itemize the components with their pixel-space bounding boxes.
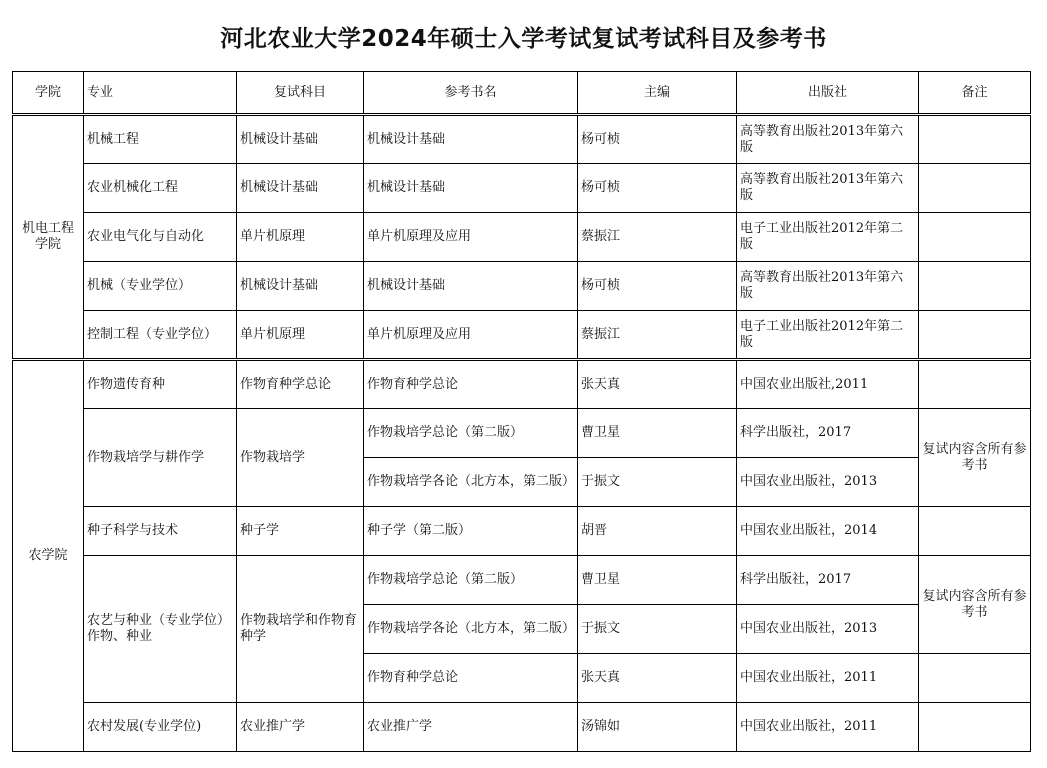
editor-cell: 张天真 (578, 654, 737, 703)
editor-cell: 胡晋 (578, 507, 737, 556)
book-cell: 作物育种学总论 (364, 654, 578, 703)
publisher-cell: 中国农业出版社,2011 (737, 360, 919, 409)
subject-cell: 种子学 (237, 507, 364, 556)
publisher-cell: 科学出版社，2017 (737, 556, 919, 605)
editor-cell: 杨可桢 (578, 262, 737, 311)
subject-cell: 机械设计基础 (237, 262, 364, 311)
publisher-cell: 高等教育出版社2013年第六版 (737, 262, 919, 311)
table-row (13, 262, 1031, 311)
page-title: 河北农业大学2024年硕士入学考试复试考试科目及参考书 (220, 26, 827, 52)
editor-cell: 曹卫星 (578, 556, 737, 605)
table-row (13, 507, 1031, 556)
header-editor: 主编 (578, 72, 737, 115)
editor-cell: 汤锦如 (578, 703, 737, 752)
major-cell: 农艺与种业（专业学位）作物、种业 (84, 556, 237, 703)
editor-cell: 张天真 (578, 360, 737, 409)
remark-cell (919, 360, 1031, 409)
major-cell: 作物栽培学与耕作学 (84, 409, 237, 507)
remark-cell (919, 507, 1031, 556)
book-cell: 单片机原理及应用 (364, 213, 578, 262)
editor-cell: 于振文 (578, 458, 737, 507)
major-cell: 机械（专业学位） (84, 262, 237, 311)
table-row (13, 213, 1031, 262)
subject-cell: 单片机原理 (237, 213, 364, 262)
publisher-cell: 科学出版社，2017 (737, 409, 919, 458)
header-publisher: 出版社 (737, 72, 919, 115)
remark-cell (919, 115, 1031, 164)
table-row (13, 360, 1031, 409)
header-subject: 复试科目 (237, 72, 364, 115)
major-cell: 种子科学与技术 (84, 507, 237, 556)
table-row (13, 409, 1031, 458)
subject-cell: 机械设计基础 (237, 164, 364, 213)
header-major: 专业 (84, 72, 237, 115)
editor-cell: 蔡振江 (578, 213, 737, 262)
book-cell: 作物栽培学各论（北方本，第二版） (364, 458, 578, 507)
book-cell: 机械设计基础 (364, 115, 578, 164)
book-cell: 机械设计基础 (364, 164, 578, 213)
publisher-cell: 中国农业出版社，2011 (737, 703, 919, 752)
major-cell: 农业机械化工程 (84, 164, 237, 213)
publisher-cell: 中国农业出版社，2014 (737, 507, 919, 556)
remark-cell (919, 654, 1031, 703)
college-cell: 机电工程学院 (13, 115, 84, 360)
major-cell: 农业电气化与自动化 (84, 213, 237, 262)
editor-cell: 蔡振江 (578, 311, 737, 360)
publisher-cell: 高等教育出版社2013年第六版 (737, 164, 919, 213)
publisher-cell: 电子工业出版社2012年第二版 (737, 213, 919, 262)
table-row (13, 311, 1031, 360)
table-header-row (13, 72, 1031, 115)
table-row (13, 115, 1031, 164)
book-cell: 作物栽培学总论（第二版） (364, 409, 578, 458)
remark-cell (919, 311, 1031, 360)
editor-cell: 于振文 (578, 605, 737, 654)
major-cell: 农村发展(专业学位) (84, 703, 237, 752)
editor-cell: 杨可桢 (578, 164, 737, 213)
remark-cell (919, 703, 1031, 752)
major-cell: 机械工程 (84, 115, 237, 164)
remark-cell (919, 262, 1031, 311)
table-row (13, 703, 1031, 752)
publisher-cell: 高等教育出版社2013年第六版 (737, 115, 919, 164)
header-college: 学院 (13, 72, 84, 115)
remark-cell (919, 213, 1031, 262)
major-cell: 控制工程（专业学位） (84, 311, 237, 360)
publisher-cell: 中国农业出版社，2013 (737, 458, 919, 507)
header-remark: 备注 (919, 72, 1031, 115)
book-cell: 作物育种学总论 (364, 360, 578, 409)
remark-cell: 复试内容含所有参考书 (919, 556, 1031, 654)
publisher-cell: 电子工业出版社2012年第二版 (737, 311, 919, 360)
college-cell: 农学院 (13, 360, 84, 752)
book-cell: 单片机原理及应用 (364, 311, 578, 360)
subject-cell: 农业推广学 (237, 703, 364, 752)
subject-cell: 机械设计基础 (237, 115, 364, 164)
header-book: 参考书名 (364, 72, 578, 115)
book-cell: 作物栽培学总论（第二版） (364, 556, 578, 605)
subject-cell: 作物育种学总论 (237, 360, 364, 409)
table-row (13, 556, 1031, 605)
editor-cell: 杨可桢 (578, 115, 737, 164)
book-cell: 农业推广学 (364, 703, 578, 752)
publisher-cell: 中国农业出版社，2011 (737, 654, 919, 703)
book-cell: 作物栽培学各论（北方本，第二版） (364, 605, 578, 654)
table-row (13, 164, 1031, 213)
publisher-cell: 中国农业出版社，2013 (737, 605, 919, 654)
remark-cell (919, 164, 1031, 213)
book-cell: 机械设计基础 (364, 262, 578, 311)
subject-cell: 作物栽培学和作物育种学 (237, 556, 364, 703)
major-cell: 作物遗传育种 (84, 360, 237, 409)
editor-cell: 曹卫星 (578, 409, 737, 458)
subject-cell: 单片机原理 (237, 311, 364, 360)
subject-cell: 作物栽培学 (237, 409, 364, 507)
book-cell: 种子学（第二版） (364, 507, 578, 556)
remark-cell: 复试内容含所有参考书 (919, 409, 1031, 507)
exam-subjects-table (12, 71, 1031, 752)
